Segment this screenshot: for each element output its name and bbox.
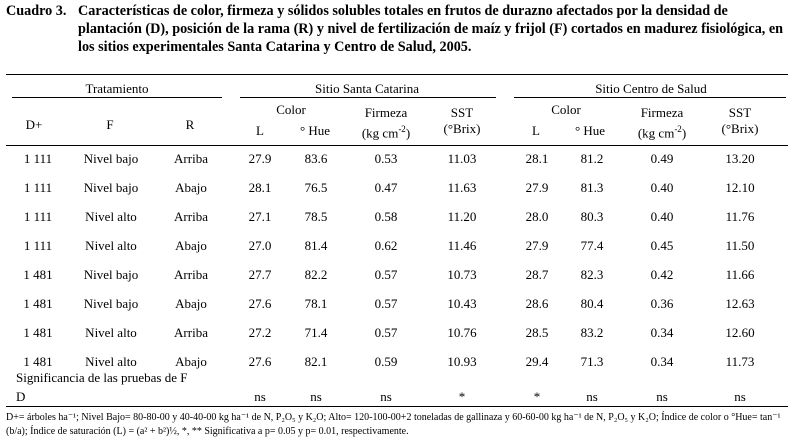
cell-s1: 11.20 <box>447 209 477 224</box>
cell-d: 1 111 <box>23 180 53 195</box>
cell-s2: 12.60 <box>725 325 755 340</box>
significance-value: ns <box>380 389 392 404</box>
cell-fi1: 0.62 <box>374 238 398 253</box>
cell-h2: 71.3 <box>580 354 604 369</box>
cell-fi2: 0.40 <box>650 180 674 195</box>
cell-fi2: 0.45 <box>650 238 674 253</box>
cell-h2: 81.3 <box>580 180 604 195</box>
cell-s1: 10.93 <box>447 354 477 369</box>
header-r: R <box>185 117 195 132</box>
cell-s1: 10.76 <box>447 325 477 340</box>
cell-fi2: 0.49 <box>650 151 674 166</box>
cell-h2: 80.3 <box>580 209 604 224</box>
cell-l2: 28.6 <box>525 296 549 311</box>
cell-fi1: 0.57 <box>374 296 398 311</box>
cell-d: 1 481 <box>23 354 53 369</box>
cell-s2: 12.63 <box>725 296 755 311</box>
cell-fi1: 0.59 <box>374 354 398 369</box>
cell-h2: 80.4 <box>580 296 604 311</box>
rule-header-bottom <box>6 145 788 146</box>
cell-h1: 78.5 <box>304 209 328 224</box>
cell-f: Nivel alto <box>85 209 137 224</box>
cell-h2: 81.2 <box>580 151 604 166</box>
cell-f: Nivel alto <box>85 238 137 253</box>
cell-h1: 82.2 <box>304 267 328 282</box>
cell-r: Abajo <box>175 238 207 253</box>
cell-r: Abajo <box>175 354 207 369</box>
cell-s1: 11.03 <box>447 151 477 166</box>
cell-l2: 28.0 <box>525 209 549 224</box>
header-color-1: Color <box>276 102 306 117</box>
cell-l1: 27.0 <box>248 238 272 253</box>
cell-l2: 29.4 <box>525 354 549 369</box>
header-sst-1: SST <box>450 105 474 120</box>
cell-l1: 27.6 <box>248 354 272 369</box>
cell-l1: 27.6 <box>248 296 272 311</box>
header-firmeza-unit-2: (kg $cm^{-2}$) <box>637 124 687 141</box>
significance-value: ns <box>310 389 322 404</box>
cell-l1: 28.1 <box>248 180 272 195</box>
header-site-santa-catarina: Sitio Santa Catarina <box>315 81 419 96</box>
cell-s2: 11.66 <box>725 267 755 282</box>
cell-d: 1 111 <box>23 238 53 253</box>
header-l-1: L <box>256 123 264 138</box>
rule-top <box>6 74 788 75</box>
cell-s2: 12.10 <box>725 180 755 195</box>
header-sst-2: SST <box>728 105 752 120</box>
header-firmeza-1: Firmeza <box>364 105 408 120</box>
cell-d: 1 111 <box>23 151 53 166</box>
cell-s1: 11.63 <box>447 180 477 195</box>
header-hue-1: ° Hue <box>299 123 331 138</box>
cell-h2: 82.3 <box>580 267 604 282</box>
cell-l1: 27.9 <box>248 151 272 166</box>
significance-value: ns <box>586 389 598 404</box>
cell-f: Nivel alto <box>85 354 137 369</box>
cell-s1: 10.73 <box>447 267 477 282</box>
header-site-centro-salud: Sitio Centro de Salud <box>595 81 707 96</box>
cell-f: Nivel bajo <box>83 180 139 195</box>
cell-r: Arriba <box>174 325 208 340</box>
significance-value: ns <box>254 389 266 404</box>
cell-h2: 77.4 <box>580 238 604 253</box>
rule-site2 <box>514 97 786 98</box>
caption-text: Características de color, firmeza y sólidos solubles totales en frutos de durazno afectados por la densidad de plantación (D), posición de la rama (R) y nivel de fertilización de maíz y frijol (F) cortados en madurez fisiológica, en los sitios experimentales Santa Catarina y Centro de Salud, 2005. <box>78 3 784 55</box>
cell-h1: 83.6 <box>304 151 328 166</box>
cell-s2: 11.73 <box>725 354 755 369</box>
cell-f: Nivel bajo <box>83 151 139 166</box>
header-hue-2: ° Hue <box>574 123 606 138</box>
significance-value: * <box>458 389 466 404</box>
cell-l1: 27.1 <box>248 209 272 224</box>
header-f: F <box>106 117 114 132</box>
cell-l2: 28.1 <box>525 151 549 166</box>
cell-s1: 11.46 <box>447 238 477 253</box>
cell-h1: 71.4 <box>304 325 328 340</box>
cell-f: Nivel bajo <box>83 267 139 282</box>
cell-fi1: 0.57 <box>374 325 398 340</box>
cell-l2: 28.7 <box>525 267 549 282</box>
significance-value: ns <box>656 389 668 404</box>
cell-fi2: 0.34 <box>650 354 674 369</box>
cell-f: Nivel alto <box>85 325 137 340</box>
cell-fi2: 0.42 <box>650 267 674 282</box>
cell-h1: 82.1 <box>304 354 328 369</box>
cell-h1: 78.1 <box>304 296 328 311</box>
cell-fi2: 0.40 <box>650 209 674 224</box>
cell-d: 1 481 <box>23 267 53 282</box>
cell-r: Abajo <box>175 180 207 195</box>
significance-label: D <box>16 389 26 404</box>
cell-l2: 28.5 <box>525 325 549 340</box>
significance-title: Significancia de las pruebas de F <box>16 370 188 385</box>
rule-tratamiento <box>12 97 222 98</box>
cell-s2: 13.20 <box>725 151 755 166</box>
cell-r: Abajo <box>175 296 207 311</box>
cell-s2: 11.50 <box>725 238 755 253</box>
cell-d: 1 111 <box>23 209 53 224</box>
cell-s1: 10.43 <box>447 296 477 311</box>
cell-l1: 27.2 <box>248 325 272 340</box>
cell-fi1: 0.47 <box>374 180 398 195</box>
cell-d: 1 481 <box>23 325 53 340</box>
header-firmeza-2: Firmeza <box>640 105 684 120</box>
cell-h1: 81.4 <box>304 238 328 253</box>
cell-fi1: 0.57 <box>374 267 398 282</box>
cell-r: Arriba <box>174 267 208 282</box>
header-tratamiento: Tratamiento <box>85 81 149 96</box>
cell-l2: 27.9 <box>525 238 549 253</box>
header-d: D+ <box>25 117 43 132</box>
rule-bottom <box>6 406 788 407</box>
caption-label: Cuadro 3. <box>6 3 67 19</box>
header-color-2: Color <box>551 102 581 117</box>
header-firmeza-unit-1: (kg $cm^{-2}$) <box>361 124 411 141</box>
cell-h2: 83.2 <box>580 325 604 340</box>
cell-d: 1 481 <box>23 296 53 311</box>
cell-r: Arriba <box>174 209 208 224</box>
cell-s2: 11.76 <box>725 209 755 224</box>
cell-r: Arriba <box>174 151 208 166</box>
cell-l1: 27.7 <box>248 267 272 282</box>
significance-value: * <box>533 389 541 404</box>
header-sst-unit-2: (°Brix) <box>721 121 759 136</box>
significance-value: ns <box>734 389 746 404</box>
cell-f: Nivel bajo <box>83 296 139 311</box>
cell-fi2: 0.34 <box>650 325 674 340</box>
cell-fi2: 0.36 <box>650 296 674 311</box>
header-sst-unit-1: (°Brix) <box>443 121 481 136</box>
table-footnote: D+= árboles ha⁻¹; Nivel Bajo= 80-80-00 y 40-40-00 kg ha⁻¹ de N, P₂O₅ y K₂O; Alto= 120-100-00+2 toneladas de gallinaza y 60-60-00 kg ha⁻¹ de N, P₂O₅ y K₂O; Índice de color o °Hue= tan⁻¹ (b/a); Índice de saturación (L) = (a² + b²)½, *, ** Significativa a p= 0.05 y p= 0.01, respectivamente. <box>6 412 781 437</box>
cell-fi1: 0.58 <box>374 209 398 224</box>
header-l-2: L <box>532 123 540 138</box>
rule-site1 <box>240 97 496 98</box>
cell-h1: 76.5 <box>304 180 328 195</box>
cell-l2: 27.9 <box>525 180 549 195</box>
cell-fi1: 0.53 <box>374 151 398 166</box>
